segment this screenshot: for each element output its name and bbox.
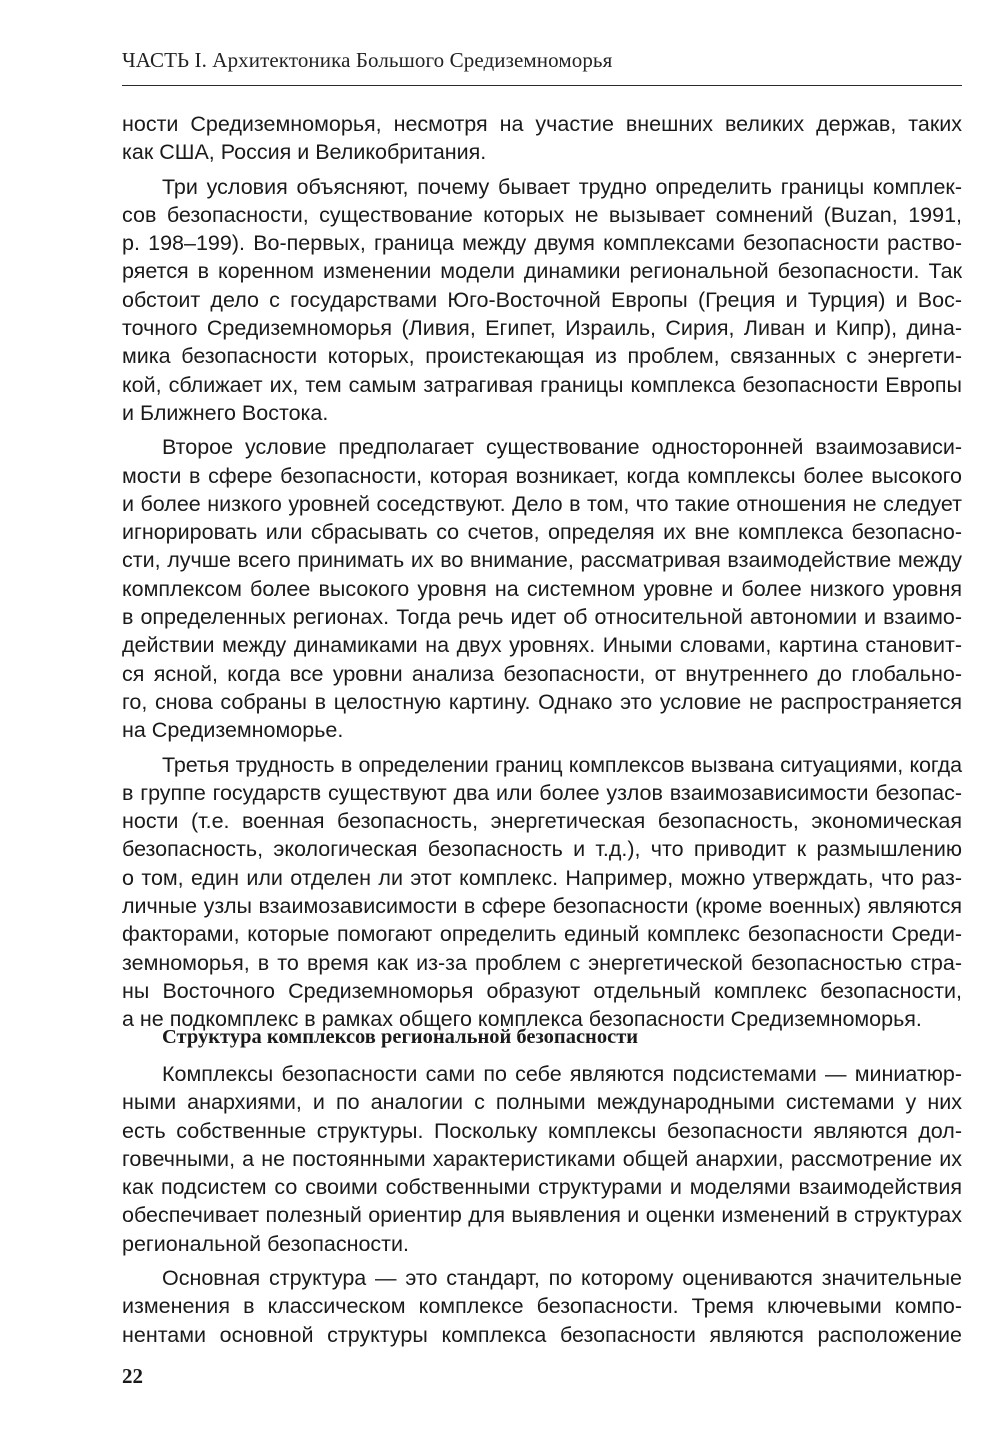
text-line: ряется в коренном изменении модели динамики региональной безопасности. Так xyxy=(122,259,962,284)
text-line: в группе государств существуют два или более узлов взаимозависимости безопас- xyxy=(122,780,962,805)
text-line: мика безопасности которых, проистекающая из проблем, связанных с энергети- xyxy=(122,344,962,369)
text-line: ными анархиями, и по аналогии с полными международными системами у них xyxy=(122,1090,962,1115)
text-line: факторами, которые помогают определить единый комплекс безопасности Среди- xyxy=(122,922,962,947)
text-line: есть собственные структуры. Поскольку комплексы безопасности являются дол- xyxy=(122,1118,962,1143)
paragraph-2 xyxy=(122,173,962,428)
text-line: и более низкого уровней соседствуют. Дело в том, что такие отношения не следует xyxy=(122,491,962,516)
text-line: сов безопасности, существование которых не вызывает сомнений (Buzan, 1991, xyxy=(122,202,962,227)
text-line: личные узлы взаимозависимости в сфере безопасности (кроме военных) являются xyxy=(122,894,962,919)
text-line: как США, Россия и Великобритания. xyxy=(122,140,487,165)
section-heading: Структура комплексов региональной безопасности xyxy=(162,1026,639,1048)
text-line: как подсистем со своими собственными структурами и моделями взаимодействия xyxy=(122,1175,962,1200)
text-line: на Средиземноморье. xyxy=(122,718,344,743)
text-line: ся ясной, когда все уровни анализа безопасности, от внутреннего до глобально- xyxy=(122,661,962,686)
text-line: региональной безопасности. xyxy=(122,1231,410,1256)
running-head: ЧАСТЬ I. Архитектоника Большого Средиземноморья xyxy=(122,48,613,72)
text-line: ности (т.е. военная безопасность, энергетическая безопасность, экономическая xyxy=(122,809,962,834)
text-line: а не подкомплекс в рамках общего комплекса безопасности Средиземноморья. xyxy=(122,1007,922,1032)
text-line: Второе условие предполагает существование односторонней взаимозависи- xyxy=(162,435,962,460)
text-line: действии между динамиками на двух уровнях. Иными словами, картина становит- xyxy=(122,633,962,658)
paragraph-1 xyxy=(122,110,962,167)
paragraph-5 xyxy=(122,1060,962,1258)
paragraph-4 xyxy=(122,751,962,1034)
body-text-lower xyxy=(122,1060,962,1349)
paragraph-3 xyxy=(122,433,962,744)
text-line: и Ближнего Востока. xyxy=(122,400,329,425)
text-line: говечными, а не постоянными характеристиками общей анархии, рассмотрение их xyxy=(122,1146,962,1171)
text-line: го, снова собраны в целостную картину. Однако это условие не распространяется xyxy=(122,689,962,714)
text-line: Основная структура — это стандарт, по которому оцениваются значительные xyxy=(162,1266,962,1291)
text-line: изменения в классическом комплексе безопасности. Тремя ключевыми компо- xyxy=(122,1294,962,1319)
body-text-upper xyxy=(122,110,962,1034)
text-line: обеспечивает полезный ориентир для выявления и оценки изменений в структурах xyxy=(122,1203,962,1228)
text-line: ности Средиземноморья, несмотря на участие внешних великих держав, таких xyxy=(122,112,962,136)
text-line: о том, един или отделен ли этот комплекс. Например, можно утверждать, что раз- xyxy=(122,865,962,890)
paragraph-6 xyxy=(122,1264,962,1349)
text-line: Третья трудность в определении границ комплексов вызвана ситуациями, когда xyxy=(162,752,962,777)
text-line: мости в сфере безопасности, которая возникает, когда комплексы более высокого xyxy=(122,463,962,488)
page-number: 22 xyxy=(122,1364,143,1388)
text-line: Комплексы безопасности сами по себе являются подсистемами — миниатюр- xyxy=(162,1062,962,1086)
text-line: комплексом более высокого уровня на системном уровне и более низкого уровня xyxy=(122,576,962,601)
text-line: ны Восточного Средиземноморья образуют отдельный комплекс безопасности, xyxy=(122,978,962,1003)
text-line: p. 198–199). Во-первых, граница между двумя комплексами безопасности раство- xyxy=(122,231,962,256)
text-line: в определенных регионах. Тогда речь идет об относительной автономии и взаимо- xyxy=(122,605,962,630)
text-line: кой, сближает их, тем самым затрагивая границы комплекса безопасности Европы xyxy=(122,372,962,397)
text-line: игнорировать или сбрасывать со счетов, определяя их вне комплекса безопасно- xyxy=(122,520,962,545)
text-line: безопасность, экологическая безопасность и т.д.), что приводит к размышлению xyxy=(122,837,962,862)
text-line: земноморья, в то время как из-за проблем с энергетической безопасностью стра- xyxy=(122,950,962,975)
text-line: Три условия объясняют, почему бывает трудно определить границы комплек- xyxy=(162,174,962,199)
text-line: сти, лучше всего принимать их во внимание, рассматривая взаимодействие между xyxy=(122,548,962,573)
text-line: точного Средиземноморья (Ливия, Египет, Израиль, Сирия, Ливан и Кипр), дина- xyxy=(122,316,962,341)
text-line: нентами основной структуры комплекса безопасности являются расположение xyxy=(122,1322,962,1347)
header-rule xyxy=(122,85,962,86)
text-line: обстоит дело с государствами Юго-Восточной Европы (Греция и Турция) и Вос- xyxy=(122,287,962,312)
